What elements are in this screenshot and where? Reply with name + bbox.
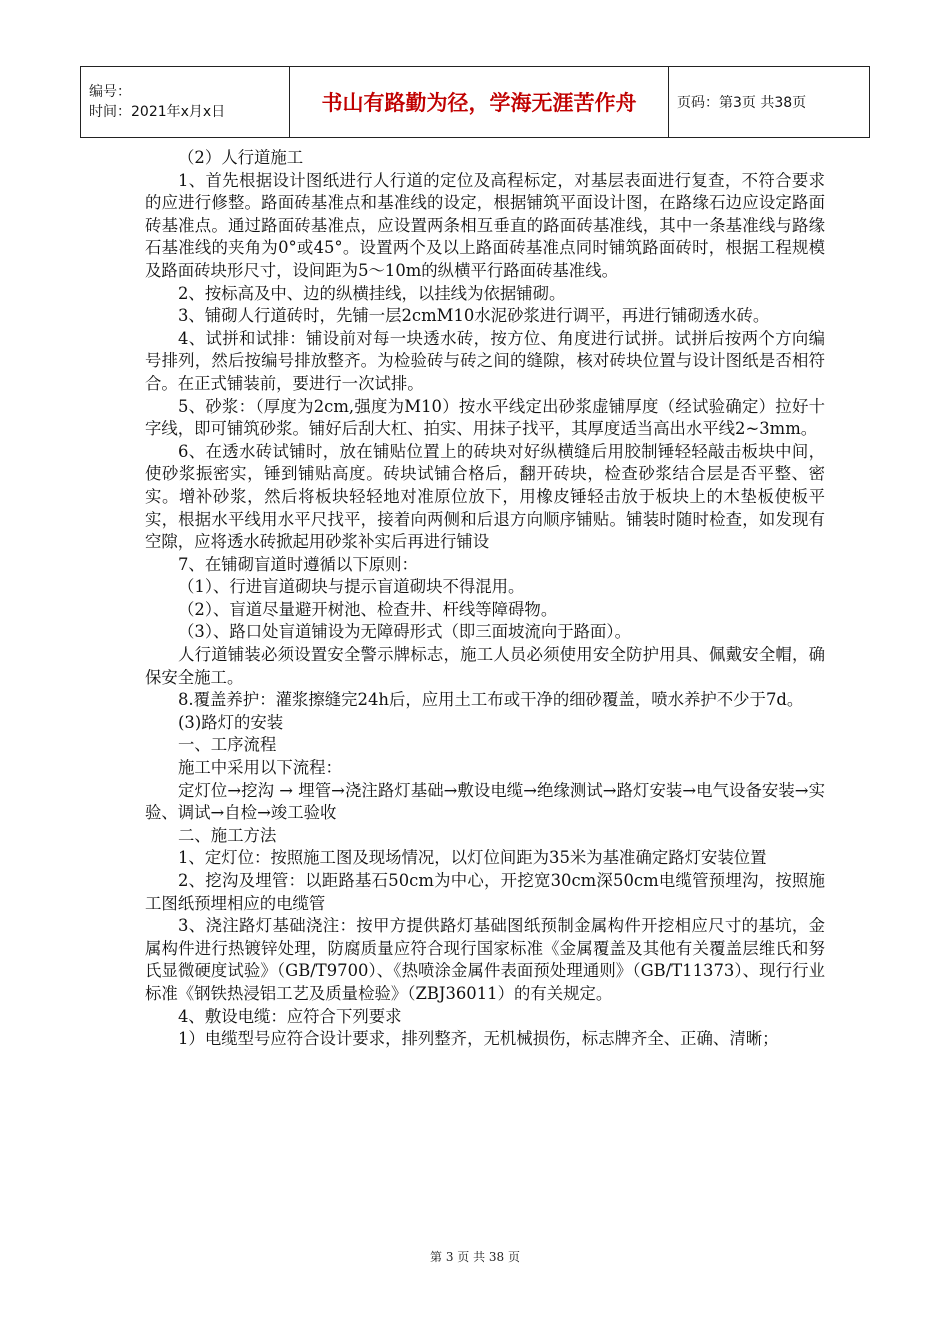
body-paragraph: 6、在透水砖试铺时，放在铺贴位置上的砖块对好纵横缝后用胶制锤轻轻敲击板块中间，使砂浆振密实，锤到铺贴高度。砖块试铺合格后，翻开砖块，检查砂浆结合层是否平整、密实。增补砂浆，然后将板块轻轻地对准原位放下，用橡皮锤轻击放于板块上的木垫板使板平实，根据水平线用水平尺找平，接着向两侧和后退方向顺序铺贴。铺装时随时检查，如发现有空隙，应将透水砖掀起用砂浆补实后再进行铺设: [145, 441, 825, 552]
body-paragraph: 5、砂浆：（厚度为2cm,强度为M10）按水平线定出砂浆虚铺厚度（经试验确定）拉好十字线，即可铺筑砂浆。铺好后刮大杠、拍实、用抹子找平，其厚度适当高出水平线2~3mm。: [145, 396, 825, 439]
body-paragraph: （2）、盲道尽量避开树池、检查井、杆线等障碍物。: [178, 599, 558, 619]
body-paragraph: （3）、路口处盲道铺设为无障碍形式（即三面坡流向于路面）。: [178, 622, 631, 642]
body-paragraph: 人行道铺装必须设置安全警示牌标志，施工人员必须使用安全防护用具、佩戴安全帽，确保安全施工。: [145, 645, 825, 687]
document-body: [145, 147, 825, 1051]
body-paragraph: 4、试拼和试排：铺设前对每一块透水砖，按方位、角度进行试拼。试拼后按两个方向编号排列，然后按编号排放整齐。为检验砖与砖之间的缝隙，核对砖块位置与设计图纸是否相符合。在正式铺装前，要进行一次试排。: [145, 328, 825, 393]
header-motto: 书山有路勤为径，学海无涯苦作舟: [290, 67, 669, 138]
body-paragraph: 7、在铺砌盲道时遵循以下原则：: [178, 554, 418, 574]
page-header-table: [80, 66, 870, 138]
body-paragraph: 1、首先根据设计图纸进行人行道的定位及高程标定，对基层表面进行复查，不符合要求的应进行修整。路面砖基准点和基准线的设定，根据铺筑平面设计图，在路缘石边应设定路面砖基准点。通过路面砖基准点，应设置两条相互垂直的路面砖基准线，其中一条基准线与路缘石基准线的夹角为0°或45°。设置两个及以上路面砖基准点同时铺筑路面砖时，根据工程规模及路面砖块形尺寸，设间距为5～10m的纵横平行路面砖基准线。: [145, 170, 825, 280]
header-meta-cell: [81, 67, 290, 138]
body-paragraph: 2、挖沟及埋管：以距路基石50cm为中心，开挖宽30cm深50cm电缆管预埋沟，按照施工图纸预埋相应的电缆管: [145, 871, 825, 913]
body-paragraph: 3、铺砌人行道砖时，先铺一层2cmM10水泥砂浆进行调平，再进行铺砌透水砖。: [178, 306, 770, 326]
body-paragraph: 一、工序流程: [178, 735, 277, 755]
body-paragraph: 1）电缆型号应符合设计要求，排列整齐，无机械损伤，标志牌齐全、正确、清晰；: [178, 1029, 779, 1049]
body-paragraph: 2、按标高及中、边的纵横挂线，以挂线为依据铺砌。: [178, 283, 566, 303]
body-paragraph: 二、施工方法: [178, 825, 277, 845]
header-page-info: 页码：第3页 共38页: [669, 67, 870, 138]
body-paragraph: 4、敷设电缆：应符合下列要求: [178, 1006, 402, 1026]
page-footer: 第 3 页 共 38 页: [430, 1250, 520, 1264]
body-paragraph: 1、定灯位：按照施工图及现场情况，以灯位间距为35米为基准确定路灯安装位置: [178, 848, 767, 868]
body-paragraph: 3、浇注路灯基础浇注：按甲方提供路灯基础图纸预制金属构件开挖相应尺寸的基坑，金属构件进行热镀锌处理，防腐质量应符合现行国家标准《金属覆盖及其他有关覆盖层维氏和努氏显微硬度试验》（GB/T9700）、《热喷涂金属件表面预处理通则》（GB/T11373）、现行行业标准《钢铁热浸铝工艺及质量检验》（ZBJ36011）的有关规定。: [145, 916, 825, 1003]
body-paragraph: 8.覆盖养护：灌浆擦缝完24h后，应用土工布或干净的细砂覆盖，喷水养护不少于7d。: [178, 690, 804, 710]
body-paragraph: (3)路灯的安装: [178, 712, 284, 732]
body-paragraph: （1）、行进盲道砌块与提示盲道砌块不得混用。: [178, 577, 525, 597]
document-number-label: 编号：: [89, 84, 131, 100]
document-time-label: 时间：2021年x月x日: [89, 104, 226, 120]
body-paragraph: 施工中采用以下流程：: [178, 758, 342, 778]
body-paragraph: （2）人行道施工: [178, 148, 304, 167]
body-paragraph: 定灯位→挖沟 → 埋管→浇注路灯基础→敷设电缆→绝缘测试→路灯安装→电气设备安装→实验、调试→自检→竣工验收: [145, 780, 825, 823]
